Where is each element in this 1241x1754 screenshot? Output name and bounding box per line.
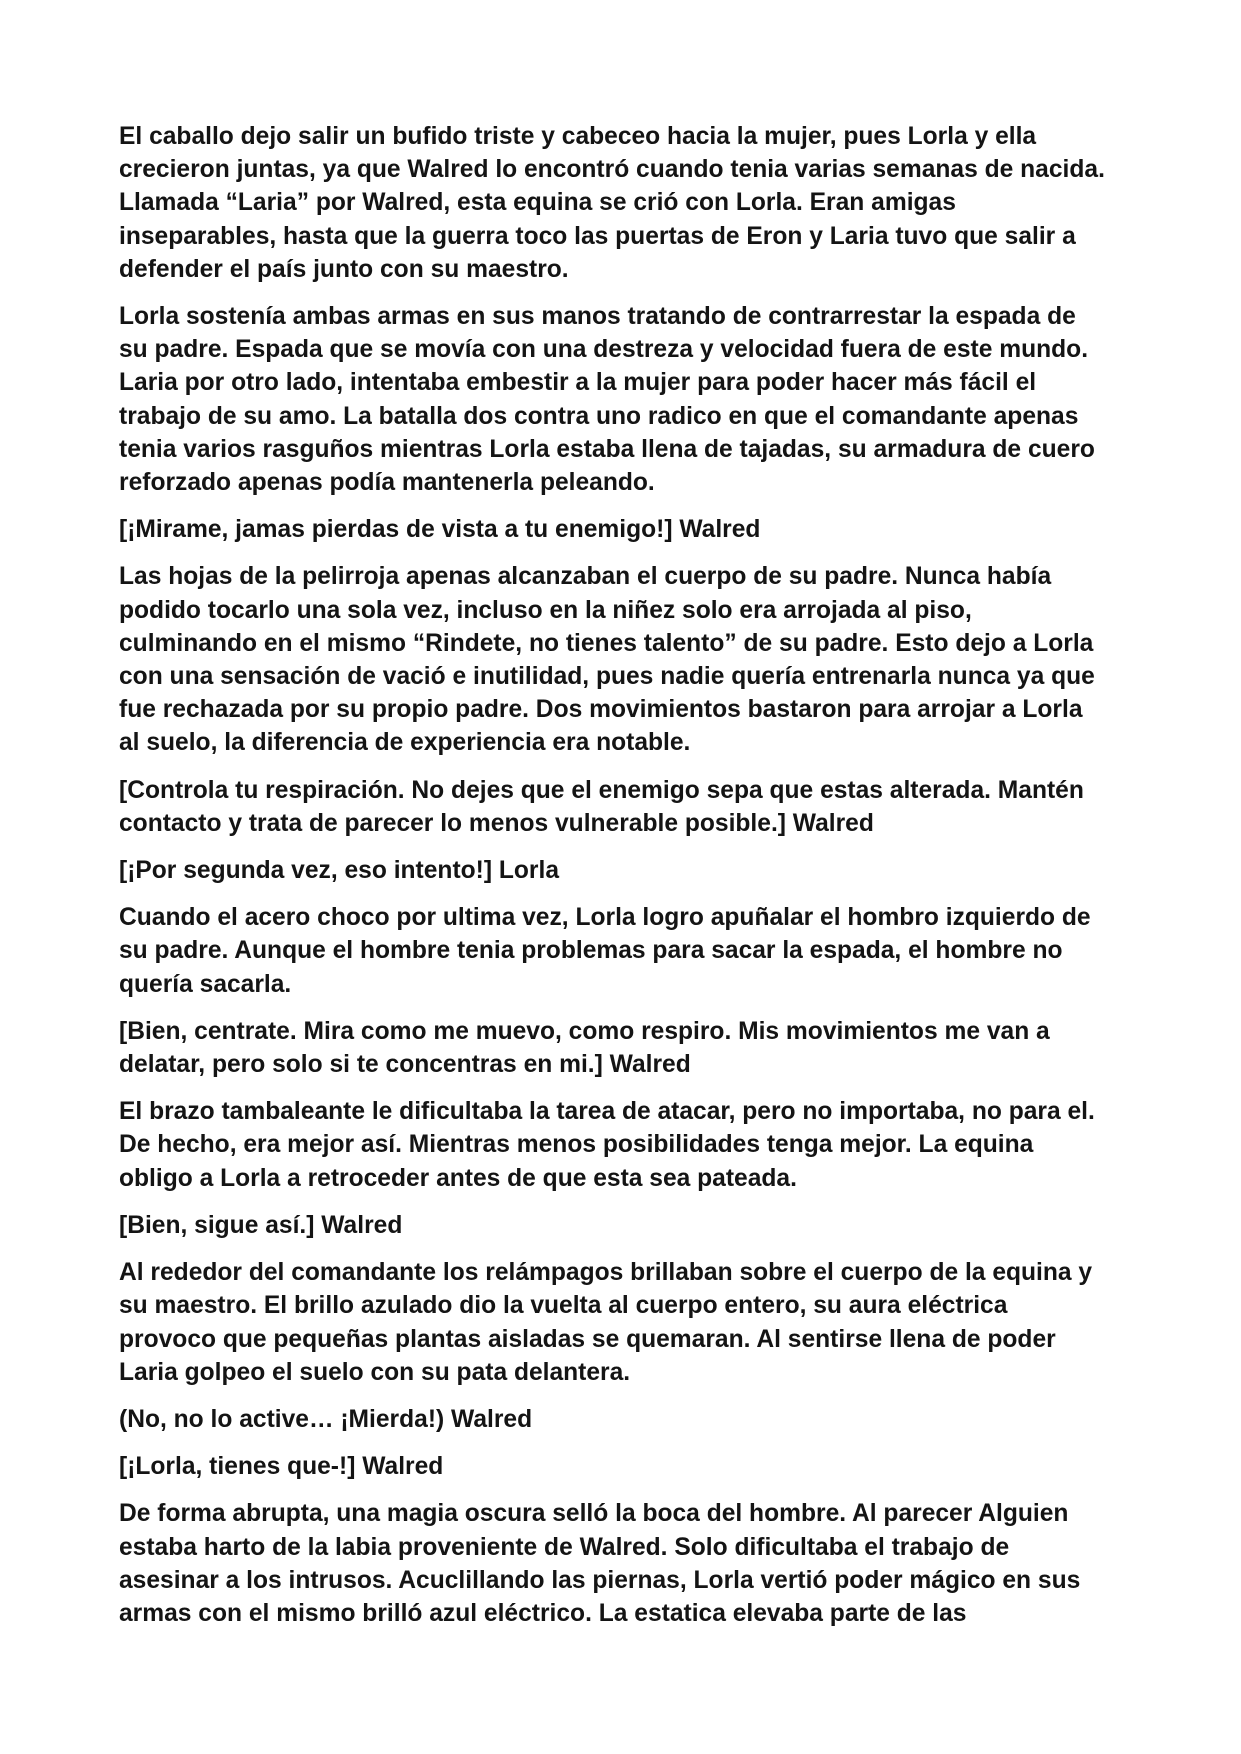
- text-line: culminando en el mismo “Rindete, no tienes talento” de su padre. Esto dejo a Lorla: [119, 629, 1094, 657]
- text-line: quería sacarla.: [119, 970, 292, 998]
- paragraph: [119, 1403, 1137, 1436]
- text-line: delatar, pero solo si te concentras en mi.] Walred: [119, 1051, 691, 1079]
- paragraph: [119, 1095, 1137, 1195]
- paragraph: [119, 1450, 1137, 1483]
- text-line: reforzado apenas podía mantenerla peleando.: [119, 469, 655, 497]
- text-line: [Controla tu respiración. No dejes que el enemigo sepa que estas alterada. Mantén: [119, 776, 1084, 804]
- text-line: Cuando el acero choco por ultima vez, Lorla logro apuñalar el hombro izquierdo de: [119, 904, 1091, 932]
- document-body: [119, 120, 1137, 1644]
- text-line: obligo a Lorla a retroceder antes de que esta sea pateada.: [119, 1164, 797, 1192]
- text-line: Las hojas de la pelirroja apenas alcanzaban el cuerpo de su padre. Nunca había: [119, 563, 1052, 591]
- paragraph: [119, 774, 1137, 840]
- text-line: su maestro. El brillo azulado dio la vuelta al cuerpo entero, su aura eléctrica: [119, 1292, 1008, 1320]
- text-line: trabajo de su amo. La batalla dos contra uno radico en que el comandante apenas: [119, 402, 1079, 430]
- text-line: inseparables, hasta que la guerra toco las puertas de Eron y Laria tuvo que salir a: [119, 222, 1076, 250]
- text-line: su padre. Aunque el hombre tenia problemas para sacar la espada, el hombre no: [119, 937, 1063, 965]
- text-line: [Bien, sigue así.] Walred: [119, 1211, 403, 1239]
- paragraph: [119, 300, 1137, 499]
- text-line: estaba harto de la labia proveniente de Walred. Solo dificultaba el trabajo de: [119, 1533, 1010, 1561]
- paragraph: [119, 513, 1137, 546]
- text-line: defender el país junto con su maestro.: [119, 255, 569, 283]
- paragraph: [119, 1015, 1137, 1081]
- text-line: De hecho, era mejor así. Mientras menos posibilidades tenga mejor. La equina: [119, 1131, 1034, 1159]
- text-line: [¡Mirame, jamas pierdas de vista a tu enemigo!] Walred: [119, 516, 761, 544]
- paragraph: [119, 854, 1137, 887]
- text-line: Laria golpeo el suelo con su pata delantera.: [119, 1358, 631, 1386]
- text-line: armas con el mismo brilló azul eléctrico. La estatica elevaba parte de las: [119, 1599, 967, 1627]
- paragraph: [119, 560, 1137, 759]
- text-line: El brazo tambaleante le dificultaba la tarea de atacar, pero no importaba, no para el.: [119, 1098, 1095, 1126]
- paragraph: [119, 1256, 1137, 1389]
- text-line: [¡Lorla, tienes que-!] Walred: [119, 1453, 444, 1481]
- text-line: tenia varios rasguños mientras Lorla estaba llena de tajadas, su armadura de cuero: [119, 435, 1095, 463]
- text-line: provoco que pequeñas plantas aisladas se quemaran. Al sentirse llena de poder: [119, 1325, 1056, 1353]
- text-line: con una sensación de vació e inutilidad, pues nadie quería entrenarla nunca ya que: [119, 663, 1095, 691]
- text-line: [Bien, centrate. Mira como me muevo, como respiro. Mis movimientos me van a: [119, 1017, 1050, 1045]
- text-line: El caballo dejo salir un bufido triste y cabeceo hacia la mujer, pues Lorla y ella: [119, 123, 1037, 150]
- text-line: contacto y trata de parecer lo menos vulnerable posible.] Walred: [119, 809, 874, 837]
- text-line: fue rechazada por su propio padre. Dos movimientos bastaron para arrojar a Lorla: [119, 696, 1083, 724]
- paragraph: [119, 120, 1137, 286]
- text-line: Lorla sostenía ambas armas en sus manos tratando de contrarrestar la espada de: [119, 303, 1076, 331]
- paragraph: [119, 901, 1137, 1001]
- text-line: [¡Por segunda vez, eso intento!] Lorla: [119, 857, 559, 885]
- text-line: Laria por otro lado, intentaba embestir a la mujer para poder hacer más fácil el: [119, 369, 1037, 397]
- paragraph: [119, 1209, 1137, 1242]
- text-line: al suelo, la diferencia de experiencia era notable.: [119, 729, 691, 757]
- text-line: (No, no lo active… ¡Mierda!) Walred: [119, 1405, 533, 1433]
- text-line: Llamada “Laria” por Walred, esta equina se crió con Lorla. Eran amigas: [119, 189, 956, 217]
- text-line: Al rededor del comandante los relámpagos brillaban sobre el cuerpo de la equina y: [119, 1259, 1093, 1287]
- text-line: De forma abrupta, una magia oscura selló la boca del hombre. Al parecer Alguien: [119, 1500, 1069, 1528]
- text-line: crecieron juntas, ya que Walred lo encontró cuando tenia varias semanas de nacida.: [119, 156, 1105, 184]
- text-line: asesinar a los intrusos. Acuclillando las piernas, Lorla vertió poder mágico en sus: [119, 1566, 1081, 1594]
- text-line: su padre. Espada que se movía con una destreza y velocidad fuera de este mundo.: [119, 336, 1089, 364]
- text-line: podido tocarlo una sola vez, incluso en la niñez solo era arrojada al piso,: [119, 596, 972, 624]
- paragraph: [119, 1497, 1137, 1630]
